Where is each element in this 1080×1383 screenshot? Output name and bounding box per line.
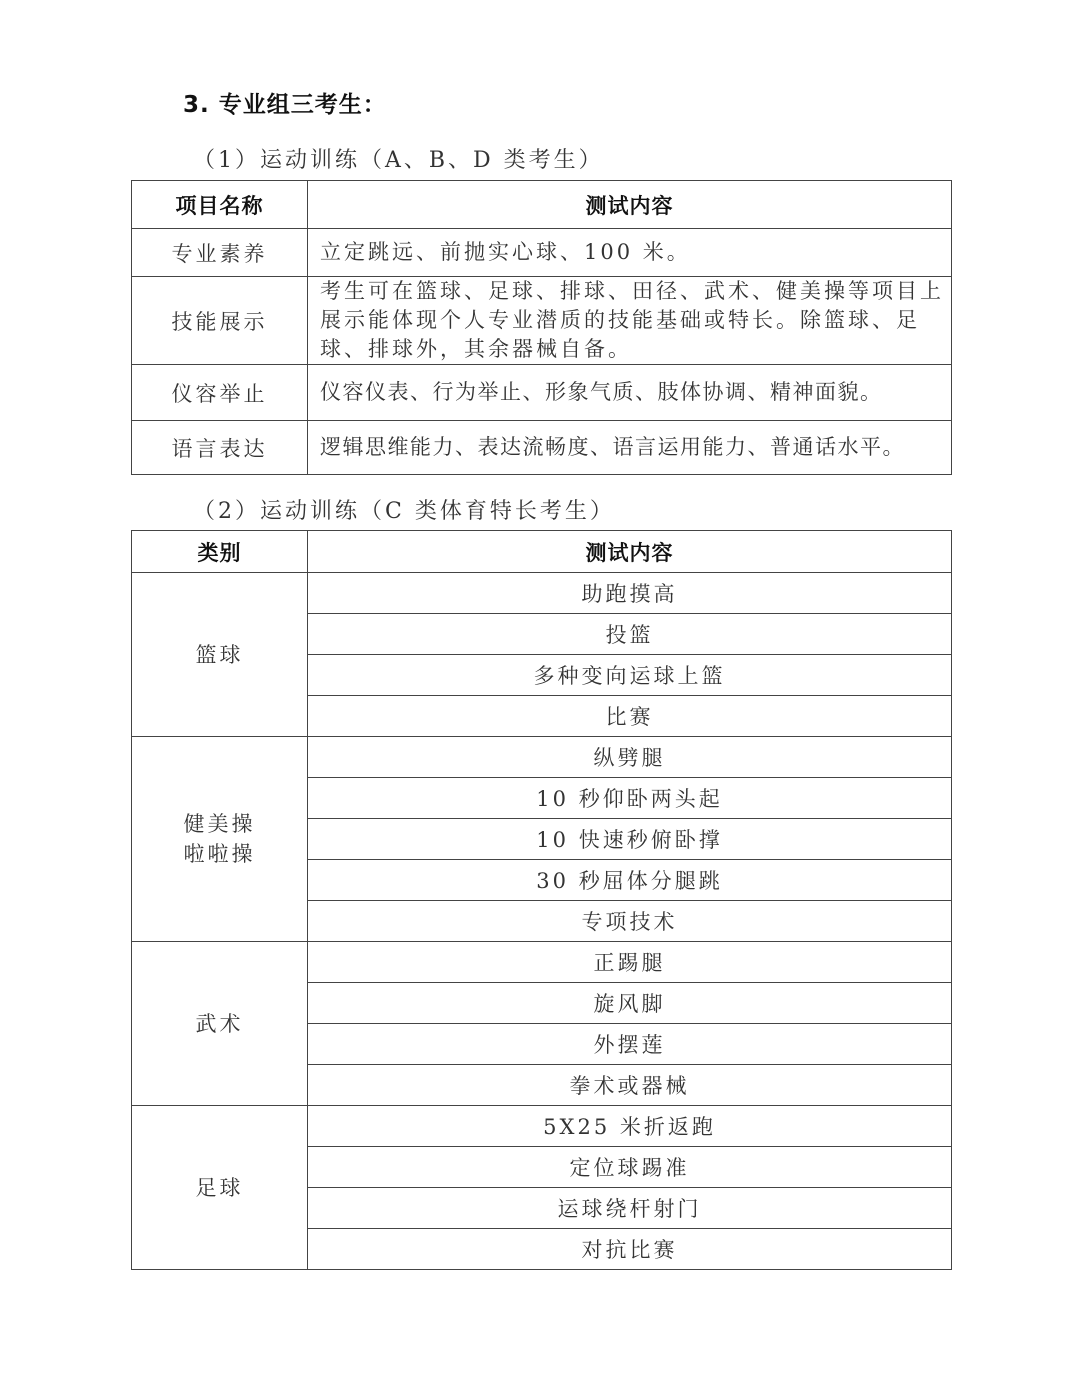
test-item: 旋风脚 bbox=[308, 983, 952, 1024]
item-name: 仪容举止 bbox=[132, 365, 308, 421]
item-content: 考生可在篮球、足球、排球、田径、武术、健美操等项目上展示能体现个人专业潜质的技能基础或特长。除篮球、足球、排球外，其余器械自备。 bbox=[308, 277, 952, 365]
table-row bbox=[132, 229, 952, 277]
table-row bbox=[132, 573, 952, 614]
item-name: 语言表达 bbox=[132, 421, 308, 475]
table-row bbox=[132, 737, 952, 778]
header-test-content: 测试内容 bbox=[308, 531, 952, 573]
header-item-name: 项目名称 bbox=[132, 181, 308, 229]
table-row bbox=[132, 1106, 952, 1147]
item-content: 仪容仪表、行为举止、形象气质、肢体协调、精神面貌。 bbox=[308, 365, 952, 421]
item-content: 逻辑思维能力、表达流畅度、语言运用能力、普通话水平。 bbox=[308, 421, 952, 475]
category-label: 篮球 bbox=[195, 642, 244, 667]
item-content: 立定跳远、前抛实心球、100 米。 bbox=[308, 229, 952, 277]
abd-test-table bbox=[131, 180, 952, 475]
table-header-row bbox=[132, 531, 952, 573]
category-football bbox=[132, 1106, 308, 1270]
header-category: 类别 bbox=[132, 531, 308, 573]
test-item: 运球绕杆射门 bbox=[308, 1188, 952, 1229]
test-item: 拳术或器械 bbox=[308, 1065, 952, 1106]
test-item: 纵劈腿 bbox=[308, 737, 952, 778]
subsection-title-2: （2）运动训练（C 类体育特长考生） bbox=[193, 499, 615, 524]
test-item: 10 秒仰卧两头起 bbox=[308, 778, 952, 819]
table-row bbox=[132, 942, 952, 983]
test-item: 比赛 bbox=[308, 696, 952, 737]
table-row bbox=[132, 365, 952, 421]
item-name: 专业素养 bbox=[132, 229, 308, 277]
test-item: 多种变向运球上篮 bbox=[308, 655, 952, 696]
test-item: 助跑摸高 bbox=[308, 573, 952, 614]
table-row bbox=[132, 421, 952, 475]
test-item: 对抗比赛 bbox=[308, 1229, 952, 1270]
category-aerobics-cheerleading bbox=[132, 737, 308, 942]
item-name: 技能展示 bbox=[132, 277, 308, 365]
category-label: 武术 bbox=[195, 1011, 244, 1036]
subsection-title-1: （1）运动训练（A、B、D 类考生） bbox=[193, 148, 604, 173]
test-item: 定位球踢准 bbox=[308, 1147, 952, 1188]
category-martial-arts bbox=[132, 942, 308, 1106]
section-heading: 3. 专业组三考生： bbox=[183, 92, 387, 118]
category-label: 啦啦操 bbox=[183, 842, 256, 866]
test-item: 外摆莲 bbox=[308, 1024, 952, 1065]
test-item: 投篮 bbox=[308, 614, 952, 655]
table-row bbox=[132, 277, 952, 365]
test-item: 5X25 米折返跑 bbox=[308, 1106, 952, 1147]
c-sports-test-table bbox=[131, 530, 952, 1270]
header-test-content: 测试内容 bbox=[308, 181, 952, 229]
category-basketball bbox=[132, 573, 308, 737]
test-item: 正踢腿 bbox=[308, 942, 952, 983]
table-header-row bbox=[132, 181, 952, 229]
category-label: 健美操 bbox=[183, 812, 256, 836]
test-item: 10 快速秒俯卧撑 bbox=[308, 819, 952, 860]
test-item: 30 秒屈体分腿跳 bbox=[308, 860, 952, 901]
category-label: 足球 bbox=[195, 1175, 244, 1200]
test-item: 专项技术 bbox=[308, 901, 952, 942]
